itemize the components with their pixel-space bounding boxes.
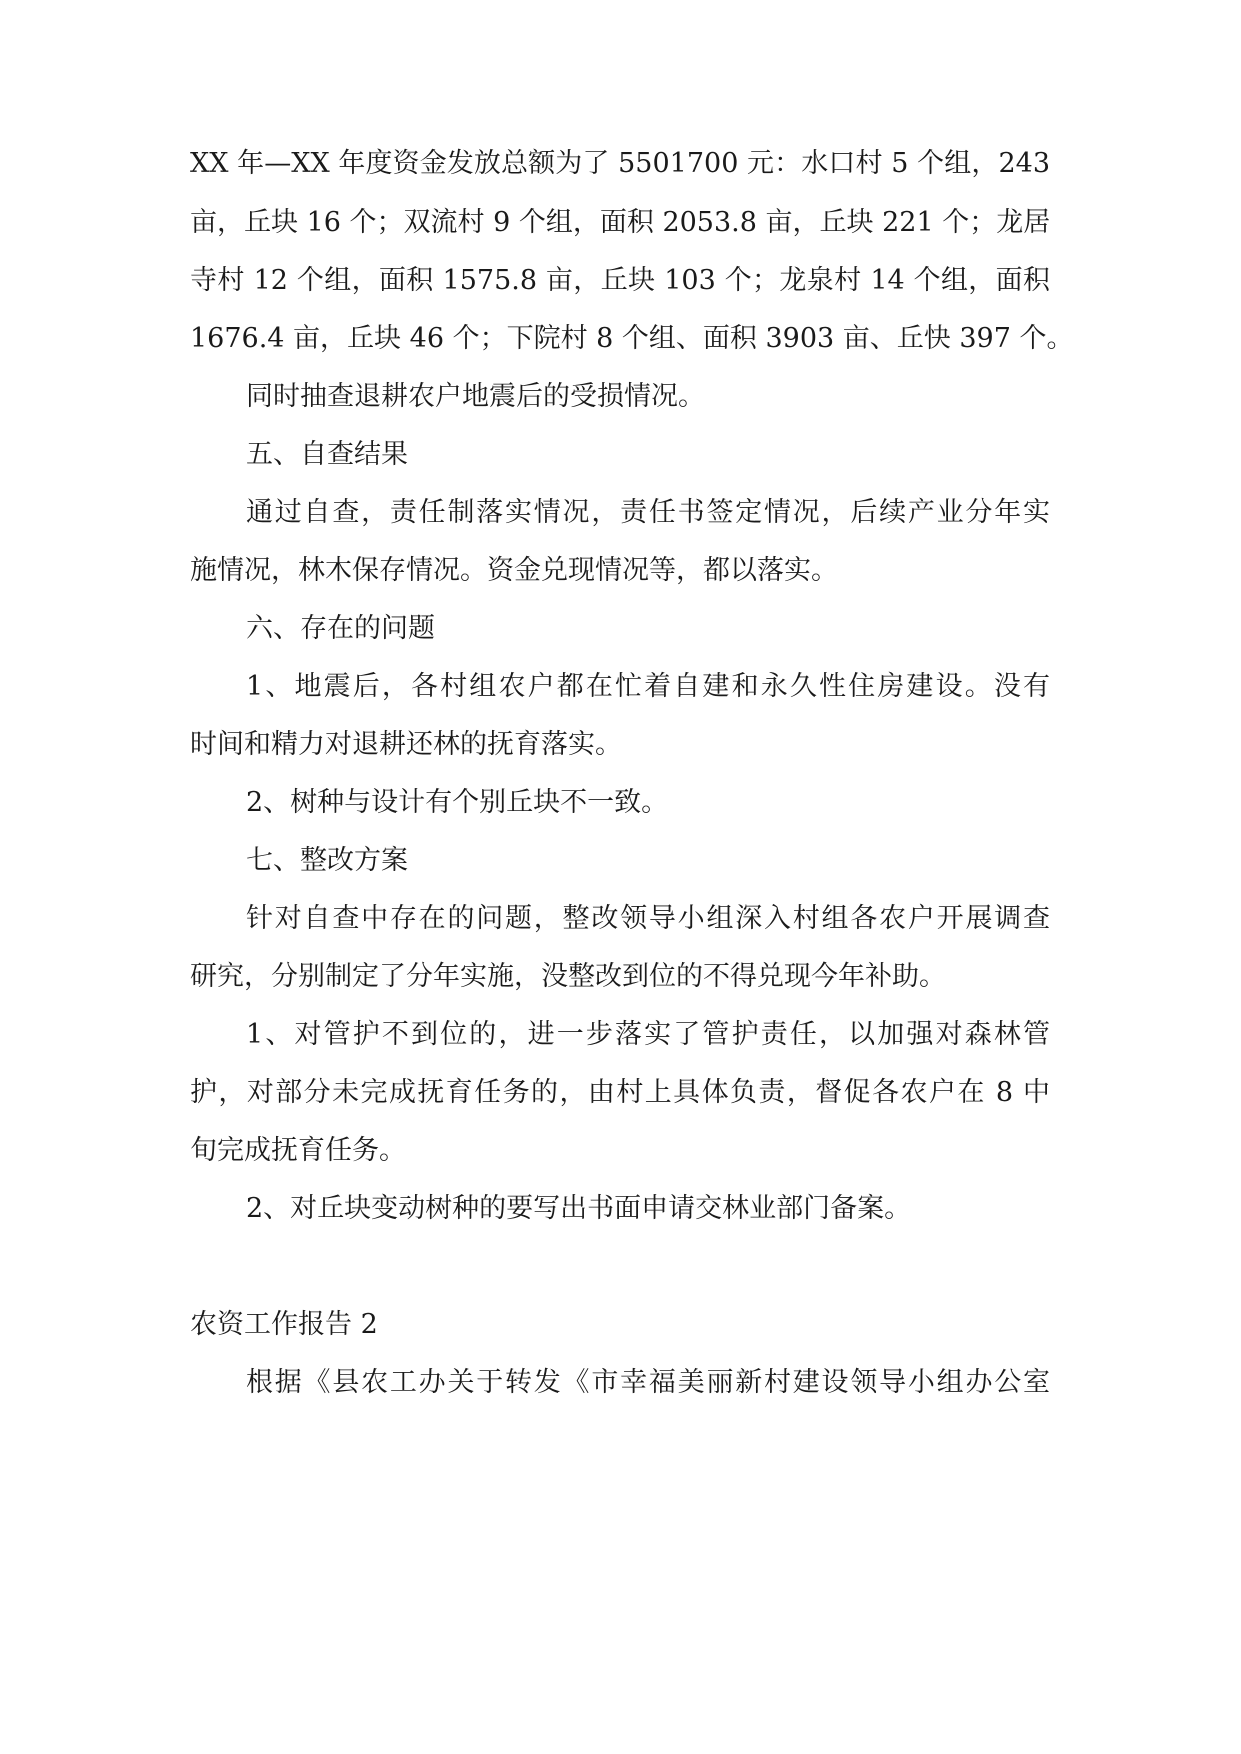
body-text-line: 研究，分别制定了分年实施，没整改到位的不得兑现今年补助。	[190, 961, 946, 992]
body-text-line: 寺村 12 个组，面积 1575.8 亩，丘块 103 个；龙泉村 14 个组，面积	[190, 265, 1050, 296]
section-heading: 六、存在的问题	[246, 613, 435, 644]
body-text-line: 亩，丘块 16 个；双流村 9 个组，面积 2053.8 亩，丘块 221 个；龙居	[190, 207, 1051, 238]
body-text-line: 同时抽查退耕农户地震后的受损情况。	[246, 381, 705, 412]
report-title: 农资工作报告 2	[190, 1309, 378, 1340]
section-heading: 五、自查结果	[246, 439, 408, 470]
body-text-line: 2、对丘块变动树种的要写出书面申请交林业部门备案。	[246, 1193, 912, 1224]
body-text-line: 护，对部分未完成抚育任务的，由村上具体负责，督促各农户在 8 中	[190, 1077, 1050, 1108]
body-text-line: 施情况，林木保存情况。资金兑现情况等，都以落实。	[190, 555, 838, 586]
section-heading: 七、整改方案	[246, 845, 408, 876]
body-text-line: 针对自查中存在的问题，整改领导小组深入村组各农户开展调查	[246, 903, 1050, 934]
body-text-line: 1676.4 亩，丘块 46 个；下院村 8 个组、面积 3903 亩、丘快 397 个。	[190, 323, 1074, 354]
body-text-line: 1、对管护不到位的，进一步落实了管护责任，以加强对森林管	[246, 1019, 1050, 1050]
body-text-line: 根据《县农工办关于转发《市幸福美丽新村建设领导小组办公室	[246, 1367, 1050, 1398]
body-text-line: 通过自查，责任制落实情况，责任书签定情况，后续产业分年实	[246, 497, 1050, 528]
body-text-line: XX 年—XX 年度资金发放总额为了 5501700 元：水口村 5 个组，243	[190, 148, 1050, 179]
body-text-line: 1、地震后，各村组农户都在忙着自建和永久性住房建设。没有	[246, 671, 1050, 702]
body-text-line: 2、树种与设计有个别丘块不一致。	[246, 787, 669, 818]
body-text-line: 时间和精力对退耕还林的抚育落实。	[190, 729, 622, 760]
body-text-line: 旬完成抚育任务。	[190, 1135, 406, 1166]
